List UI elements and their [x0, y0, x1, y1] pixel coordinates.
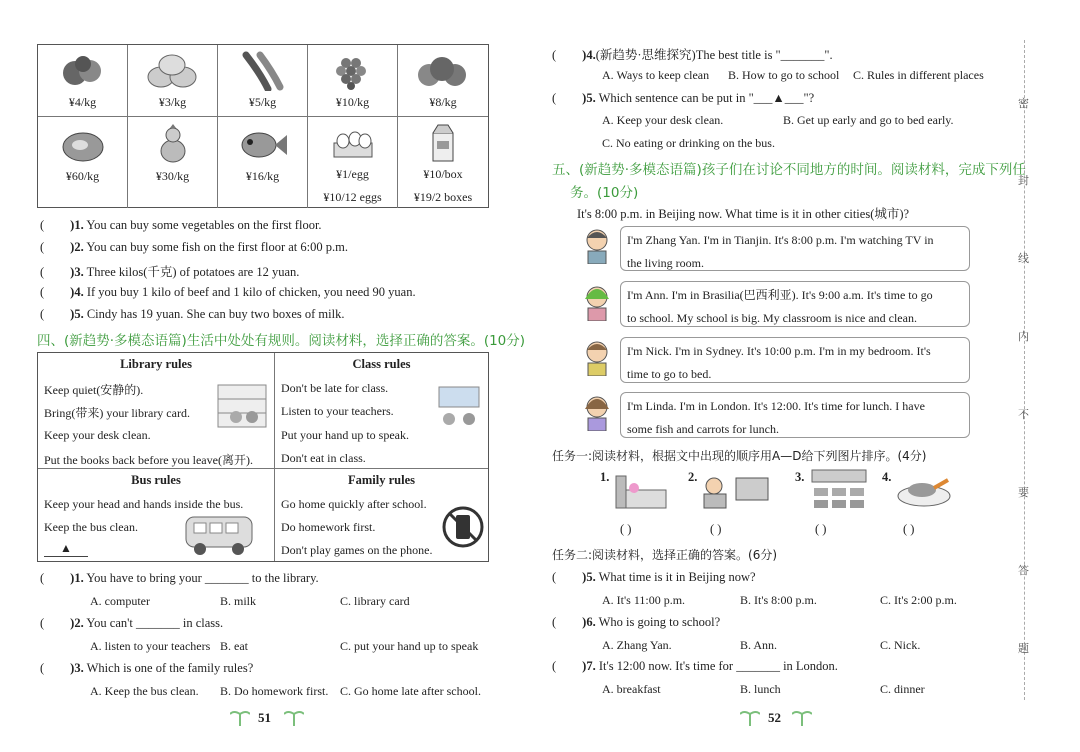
- price-label: ¥30/kg: [155, 169, 190, 183]
- option-c[interactable]: C. Go home late after school.: [340, 684, 481, 698]
- option-a[interactable]: A. Keep your desk clean.: [602, 113, 724, 127]
- question-number: )4.: [70, 285, 84, 299]
- picture-number: 3.: [795, 470, 805, 484]
- answer-paren[interactable]: (: [552, 659, 557, 673]
- page-number-left: 51: [258, 710, 271, 725]
- speech-bubble-nick: [620, 337, 970, 383]
- answer-paren[interactable]: (: [40, 218, 45, 232]
- price-label: ¥4/kg: [68, 95, 97, 109]
- option-a[interactable]: A. computer: [90, 594, 150, 608]
- task2-question-6: [552, 615, 720, 630]
- price-table: [37, 44, 489, 208]
- tf-question-5: [40, 307, 344, 322]
- option-b[interactable]: B. eat: [220, 639, 248, 653]
- question-text: You have to bring your _______ to the library.: [86, 571, 319, 585]
- price-cell-beef: [38, 117, 128, 208]
- speech-bubble-linda: [620, 392, 970, 438]
- price-label: ¥10/kg: [335, 95, 370, 109]
- question-number: )2.: [70, 616, 84, 630]
- picture-number: 1.: [600, 470, 610, 484]
- rule-line: Put your hand up to speak.: [281, 428, 409, 442]
- family-rules-title: Family rules: [347, 473, 415, 487]
- option-a[interactable]: A. breakfast: [602, 682, 661, 696]
- classroom-picture: [808, 466, 870, 514]
- question-text: Who is going to school?: [598, 615, 721, 629]
- class-rules-title: Class rules: [352, 357, 411, 371]
- question-text: You can't _______ in class.: [86, 616, 224, 630]
- binding-margin-char: 封: [1018, 175, 1029, 187]
- price-cell-eggs: [308, 117, 398, 208]
- bus-rules-box: [38, 469, 275, 561]
- rule-line: Keep the bus clean.: [44, 520, 138, 534]
- price-label: ¥8/kg: [429, 95, 457, 109]
- binding-margin-char: 不: [1018, 409, 1029, 421]
- library-rules-title: Library rules: [120, 357, 192, 371]
- option-a[interactable]: A. Ways to keep clean: [602, 68, 710, 82]
- task-1-title: 任务一:阅读材料，根据文中出现的顺序用A—D给下列图片排序。(4分): [552, 449, 927, 463]
- binding-margin-char: 题: [1018, 643, 1029, 655]
- option-b[interactable]: B. Ann.: [740, 638, 778, 652]
- question-text: (新趋势·思维探究)The best title is "_______".: [595, 48, 833, 62]
- rule-line: Don't eat in class.: [281, 451, 366, 465]
- price-cell-beans: [218, 45, 308, 117]
- option-c[interactable]: C. Nick.: [880, 638, 921, 652]
- question-text: It's 12:00 now. It's time for _______ in London.: [598, 659, 838, 673]
- price-cell-milk: [398, 117, 488, 208]
- mc-question-3: [40, 661, 253, 676]
- option-b[interactable]: B. milk: [220, 594, 257, 608]
- option-a[interactable]: A. Keep the bus clean.: [90, 684, 199, 698]
- tf-question-2: [40, 240, 348, 255]
- girl-avatar-icon: [580, 393, 614, 431]
- tf-question-4: [40, 285, 416, 300]
- rule-blank: ▲: [44, 541, 88, 557]
- answer-paren[interactable]: (: [40, 571, 45, 585]
- answer-paren[interactable]: (: [552, 48, 557, 62]
- speech-bubble-zhang-yan: [620, 226, 970, 271]
- binding-line: [1024, 40, 1025, 700]
- question-number: )1.: [70, 218, 84, 232]
- answer-paren[interactable]: (: [552, 570, 557, 584]
- option-b[interactable]: B. It's 8:00 p.m.: [740, 593, 817, 607]
- palm-decoration-icon: [230, 706, 250, 726]
- option-c[interactable]: C. put your hand up to speak: [340, 639, 479, 653]
- eggs-icon: [328, 123, 378, 163]
- bubble-line: time to go to bed.: [627, 367, 712, 381]
- rule-line: Keep your desk clean.: [44, 428, 151, 442]
- question-5: [552, 91, 814, 106]
- section-4-title: 四、(新趋势·多模态语篇)生活中处处有规则。阅读材料，选择正确的答案。(10分): [37, 333, 526, 349]
- palm-decoration-icon: [792, 706, 812, 726]
- fish-icon: [235, 123, 291, 165]
- question-text: Cindy has 19 yuan. She can buy two boxes of milk.: [86, 307, 345, 321]
- family-rules-box: [275, 469, 488, 561]
- order-blank[interactable]: ( ): [815, 522, 827, 536]
- rule-line: Do homework first.: [281, 520, 376, 534]
- bubble-line: I'm Ann. I'm in Brasilia(巴西利亚). It's 9:00 a.m. It's time to go: [627, 288, 933, 302]
- rule-line: Keep your head and hands inside the bus.: [44, 497, 244, 511]
- price-label-bulk: ¥10/12 eggs: [323, 190, 382, 204]
- price-cell-chicken: [128, 117, 218, 208]
- option-c[interactable]: C. dinner: [880, 682, 925, 696]
- page-number-right: 52: [768, 710, 781, 725]
- question-number: )2.: [70, 240, 84, 254]
- bubble-line: I'm Nick. I'm in Sydney. It's 10:00 p.m. I'm in my bedroom. It's: [627, 344, 931, 358]
- chicken-icon: [148, 123, 198, 165]
- rule-line: Listen to your teachers.: [281, 404, 394, 418]
- question-text: Which sentence can be put in "___▲___"?: [598, 91, 815, 105]
- bus-illustration: [182, 513, 258, 557]
- answer-paren[interactable]: (: [40, 285, 45, 299]
- question-text: Which is one of the family rules?: [86, 661, 254, 675]
- price-cell-potatoes: [128, 45, 218, 117]
- question-text: Three kilos(千克) of potatoes are 12 yuan.: [86, 265, 300, 279]
- bubble-line: some fish and carrots for lunch.: [627, 422, 779, 436]
- picture-number: 4.: [882, 470, 892, 484]
- binding-margin-char: 要: [1018, 487, 1029, 499]
- answer-paren[interactable]: (: [40, 307, 45, 321]
- bus-rules-title: Bus rules: [131, 473, 181, 487]
- question-number: )5.: [70, 307, 84, 321]
- question-number: )5.: [582, 570, 596, 584]
- option-c[interactable]: C. library card: [340, 594, 410, 608]
- task2-question-5: [552, 570, 756, 585]
- option-b[interactable]: B. How to go to school: [728, 68, 840, 82]
- option-a[interactable]: A. It's 11:00 p.m.: [602, 593, 686, 607]
- boy-avatar-icon: [580, 338, 614, 376]
- question-4: [552, 45, 833, 63]
- order-blank[interactable]: ( ): [903, 522, 915, 536]
- section-5-title: 五、(新趋势·多模态语篇)孩子们在讨论不同地方的时间。阅读材料，完成下列任: [552, 162, 1026, 178]
- rule-line: Don't play games on the phone.: [281, 543, 433, 557]
- section-5-intro: It's 8:00 p.m. in Beijing now. What time is it in other cities(城市)?: [577, 207, 910, 221]
- answer-paren[interactable]: (: [552, 615, 557, 629]
- grapes-icon: [328, 51, 378, 91]
- question-number: )1.: [70, 571, 84, 585]
- option-c[interactable]: C. Rules in different places: [853, 68, 984, 82]
- binding-margin-char: 答: [1018, 565, 1029, 577]
- question-text: If you buy 1 kilo of beef and 1 kilo of chicken, you need 90 yuan.: [86, 285, 416, 299]
- apples-icon: [415, 51, 471, 91]
- palm-decoration-icon: [740, 706, 760, 726]
- library-illustration: [216, 383, 268, 429]
- option-b[interactable]: B. Do homework first.: [220, 684, 329, 698]
- picture-number: 2.: [688, 470, 698, 484]
- option-b[interactable]: B. Get up early and go to bed early.: [783, 113, 954, 127]
- order-blank[interactable]: ( ): [710, 522, 722, 536]
- bubble-line: I'm Zhang Yan. I'm in Tianjin. It's 8:00 p.m. I'm watching TV in: [627, 233, 934, 247]
- palm-decoration-icon: [284, 706, 304, 726]
- question-number: )5.: [582, 91, 596, 105]
- answer-paren[interactable]: (: [40, 265, 45, 279]
- price-label: ¥60/kg: [65, 169, 100, 183]
- answer-paren[interactable]: (: [552, 91, 557, 105]
- price-label: ¥5/kg: [248, 95, 277, 109]
- question-number: )3.: [70, 661, 84, 675]
- question-text: You can buy some vegetables on the first floor.: [86, 218, 322, 232]
- section-5-title-cont: 务。(10分): [570, 185, 639, 201]
- answer-paren[interactable]: (: [40, 240, 45, 254]
- beef-icon: [58, 123, 108, 165]
- library-rules-box: [38, 353, 275, 469]
- fish-and-carrots-picture: [894, 470, 954, 510]
- task2-question-7: [552, 659, 838, 674]
- mc-question-1: [40, 571, 319, 586]
- rule-line: Keep quiet(安静的).: [44, 383, 144, 397]
- answer-paren[interactable]: (: [40, 616, 45, 630]
- question-number: )7.: [582, 659, 596, 673]
- price-label: ¥16/kg: [245, 169, 280, 183]
- bedroom-picture: [612, 470, 670, 512]
- price-label: ¥10/box: [423, 167, 463, 181]
- rule-line: Go home quickly after school.: [281, 497, 427, 511]
- rule-line: Put the books back before you leave(离开).: [44, 453, 253, 467]
- binding-margin-char: 线: [1018, 253, 1029, 265]
- rule-line: Bring(带来) your library card.: [44, 406, 190, 420]
- bubble-line: I'm Linda. I'm in London. It's 12:00. It's time for lunch. I have: [627, 399, 925, 413]
- bubble-line: to school. My school is big. My classroom is nice and clean.: [627, 311, 917, 325]
- vegetables-icon: [58, 51, 108, 91]
- price-cell-vegetables: [38, 45, 128, 117]
- option-a[interactable]: A. Zhang Yan.: [602, 638, 672, 652]
- price-label-bulk: ¥19/2 boxes: [413, 190, 473, 204]
- question-text: What time is it in Beijing now?: [598, 570, 756, 584]
- order-blank[interactable]: ( ): [620, 522, 632, 536]
- task-2-title: 任务二:阅读材料，选择正确的答案。(6分): [552, 548, 778, 562]
- option-a[interactable]: A. listen to your teachers: [90, 639, 211, 653]
- mc-question-2: [40, 616, 223, 631]
- rules-table: [37, 352, 489, 562]
- rule-line: Don't be late for class.: [281, 381, 389, 395]
- question-text: You can buy some fish on the first floor at 6:00 p.m.: [86, 240, 348, 254]
- price-cell-apples: [398, 45, 488, 117]
- boy-avatar-icon: [580, 226, 614, 264]
- no-phone-icon: [441, 505, 485, 549]
- option-c[interactable]: C. No eating or drinking on the bus.: [602, 136, 775, 150]
- bubble-line: the living room.: [627, 256, 704, 270]
- potatoes-icon: [145, 51, 201, 91]
- milk-icon: [418, 123, 468, 163]
- question-number: )3.: [70, 265, 84, 279]
- question-number: )6.: [582, 615, 596, 629]
- beans-icon: [238, 51, 288, 91]
- tf-question-3: [40, 262, 299, 280]
- watching-tv-picture: [700, 468, 772, 512]
- answer-paren[interactable]: (: [40, 661, 45, 675]
- price-cell-fish: [218, 117, 308, 208]
- binding-margin-char: 密: [1018, 98, 1029, 110]
- option-b[interactable]: B. lunch: [740, 682, 781, 696]
- question-number: )4.: [582, 48, 596, 62]
- class-rules-box: [275, 353, 488, 469]
- speech-bubble-ann: [620, 281, 970, 327]
- girl-avatar-icon: [580, 283, 614, 321]
- price-label: ¥1/egg: [336, 167, 369, 181]
- tf-question-1: [40, 218, 322, 233]
- price-cell-grapes: [308, 45, 398, 117]
- binding-margin-char: 内: [1018, 331, 1029, 343]
- price-label: ¥3/kg: [158, 95, 187, 109]
- option-c[interactable]: C. It's 2:00 p.m.: [880, 593, 957, 607]
- classroom-illustration: [435, 383, 483, 431]
